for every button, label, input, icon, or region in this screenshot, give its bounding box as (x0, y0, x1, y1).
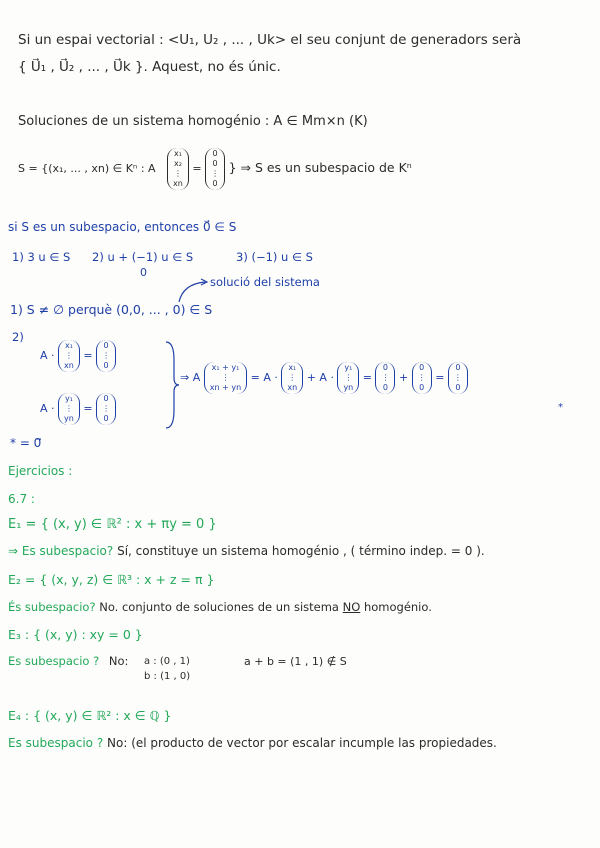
col-entry: 0 (212, 179, 218, 188)
e4-question: Es subespacio ? (8, 736, 104, 750)
col-entry: y₁ (344, 363, 353, 372)
equals-sign: = A · (250, 371, 278, 384)
e2-answer-line (8, 600, 432, 614)
col-entry: 0 (382, 363, 389, 372)
e3-b: b : (1 , 0) (144, 671, 191, 682)
equals-sign: = (435, 371, 445, 384)
col-entry: x₁ (288, 363, 297, 372)
brace-right (164, 340, 180, 430)
col-entry: ⋮ (381, 373, 390, 382)
eq-ax-zero (40, 340, 116, 372)
col-entry: ⋮ (173, 169, 182, 178)
col-entry: xn (64, 361, 74, 370)
col-entry: ⋮ (64, 404, 73, 413)
e3-question: Es subespacio ? (8, 654, 100, 668)
col-entry: 0 (103, 361, 109, 370)
col-entry: ⋮ (221, 373, 230, 382)
property-2-zero: 0 (140, 266, 147, 279)
col-entry: ⋮ (453, 373, 462, 382)
col-entry: 0 (212, 149, 218, 158)
col-entry: ⋮ (102, 351, 111, 360)
vector-x (281, 362, 303, 394)
e2-question: És subespacio? (8, 600, 96, 614)
e3-a: a : (0 , 1) (144, 656, 190, 667)
set-e1: E₁ = { (x, y) ∈ ℝ² : x + πy = 0 } (8, 517, 217, 532)
col-entry: x₁ + y₁ (211, 363, 240, 372)
line-homogeneous-title: Soluciones de un sistema homogénio : A ∈ Mm×n (K) (18, 114, 368, 129)
line-generators-set: { U⃗₁ , U⃗₂ , ... , U⃗k }. Aquest, no és únic. (18, 59, 281, 75)
col-entry: ⋮ (64, 351, 73, 360)
e2-answer-end: homogénio. (363, 600, 432, 614)
set-e3: E₃ : { (x, y) : xy = 0 } (8, 627, 143, 642)
col-entry: 0 (382, 383, 389, 392)
zero-vector-result (448, 362, 468, 394)
set-e4: E₄ : { (x, y) ∈ ℝ² : x ∈ ℚ } (8, 708, 172, 723)
e2-answer: No. conjunto de soluciones de un sistema (99, 600, 339, 614)
zero-column (205, 148, 225, 190)
e3-sum: a + b = (1 , 1) ∉ S (244, 655, 347, 668)
line-generators: Si un espai vectorial : <U₁, U₂ , ... , Uk> el seu conjunt de generadors serà (18, 32, 522, 48)
col-entry: ⋮ (102, 404, 111, 413)
col-entry: ⋮ (344, 373, 353, 382)
implies-a: ⇒ A (180, 371, 201, 384)
col-entry: ⋮ (417, 373, 426, 382)
col-entry: 0 (212, 159, 218, 168)
col-entry: 0 (455, 363, 461, 372)
annotation-solucio: solució del sistema (210, 275, 320, 289)
subspace-def-right: } ⇒ S es un subespacio de Kⁿ (228, 160, 412, 175)
line-s-nonempty: 1) S ≠ ∅ perquè (0,0, ... , 0) ∈ S (10, 302, 213, 317)
e2-no: NO (342, 600, 361, 614)
equals-sign: = (83, 349, 93, 362)
subspace-def-left: S = {(x₁, ... , xn) ∈ Kⁿ : A (18, 162, 156, 175)
vector-y (337, 362, 359, 394)
zero-vector (412, 362, 432, 394)
matrix-a: A · (40, 402, 55, 415)
equals-sign: = (362, 371, 372, 384)
plus-a: + A · (306, 371, 334, 384)
zero-vector (96, 393, 116, 425)
e3-answer: No: (108, 654, 129, 668)
e4-answer-line (8, 736, 497, 750)
col-entry: x₁ (64, 341, 73, 350)
eq-sum (180, 362, 468, 394)
set-e2: E₂ = { (x, y, z) ∈ ℝ³ : x + z = π } (8, 572, 215, 587)
plus: + (398, 371, 409, 384)
e1-answer: Sí, constituye un sistema homogénio , ( término indep. = 0 ). (117, 544, 485, 558)
col-entry: x₂ (173, 159, 182, 168)
line-subspace-def (18, 148, 412, 190)
vector-y (58, 393, 80, 425)
vector-sum (204, 362, 247, 394)
exercise-number: 6.7 : (8, 492, 35, 506)
col-entry: y₁ (64, 394, 73, 403)
e1-question: ⇒ Es subespacio? (8, 544, 114, 558)
col-entry: xn (173, 179, 183, 188)
col-entry: 0 (103, 341, 109, 350)
heading-ejercicios: Ejercicios : (8, 464, 73, 478)
e1-answer-line (8, 544, 485, 558)
col-entry: xn (287, 383, 298, 392)
col-entry: 0 (103, 394, 109, 403)
line-zero-in-s: si S es un subespacio, entonces 0⃗ ∈ S (8, 220, 237, 234)
vector-x-column (167, 148, 189, 190)
vector-x (58, 340, 80, 372)
col-entry: 0 (455, 383, 461, 392)
property-1: 1) 3 u ∈ S (12, 250, 71, 264)
zero-vector (96, 340, 116, 372)
col-entry: ⋮ (288, 373, 297, 382)
col-entry: ⋮ (211, 169, 220, 178)
label-2: 2) (12, 330, 24, 344)
e4-answer: No: (el producto de vector por escalar incumple las propiedades. (107, 736, 497, 750)
col-entry: 0 (103, 414, 109, 423)
eq-ay-zero (40, 393, 116, 425)
zero-vector (375, 362, 395, 394)
col-entry: xn + yn (209, 383, 242, 392)
line-star-zero: * = 0⃗ (10, 436, 42, 450)
col-entry: yn (64, 414, 74, 423)
equals-sign: = (83, 402, 93, 415)
property-2: 2) u + (−1) u ∈ S (92, 250, 194, 264)
col-entry: 0 (419, 363, 425, 372)
property-3: 3) (−1) u ∈ S (236, 250, 313, 264)
col-entry: yn (343, 383, 354, 392)
col-entry: 0 (419, 383, 425, 392)
star-mark: * (558, 402, 563, 413)
equals-sign: = (192, 162, 206, 175)
e3-answer-line (8, 654, 128, 668)
matrix-a: A · (40, 349, 55, 362)
col-entry: x₁ (173, 149, 182, 158)
